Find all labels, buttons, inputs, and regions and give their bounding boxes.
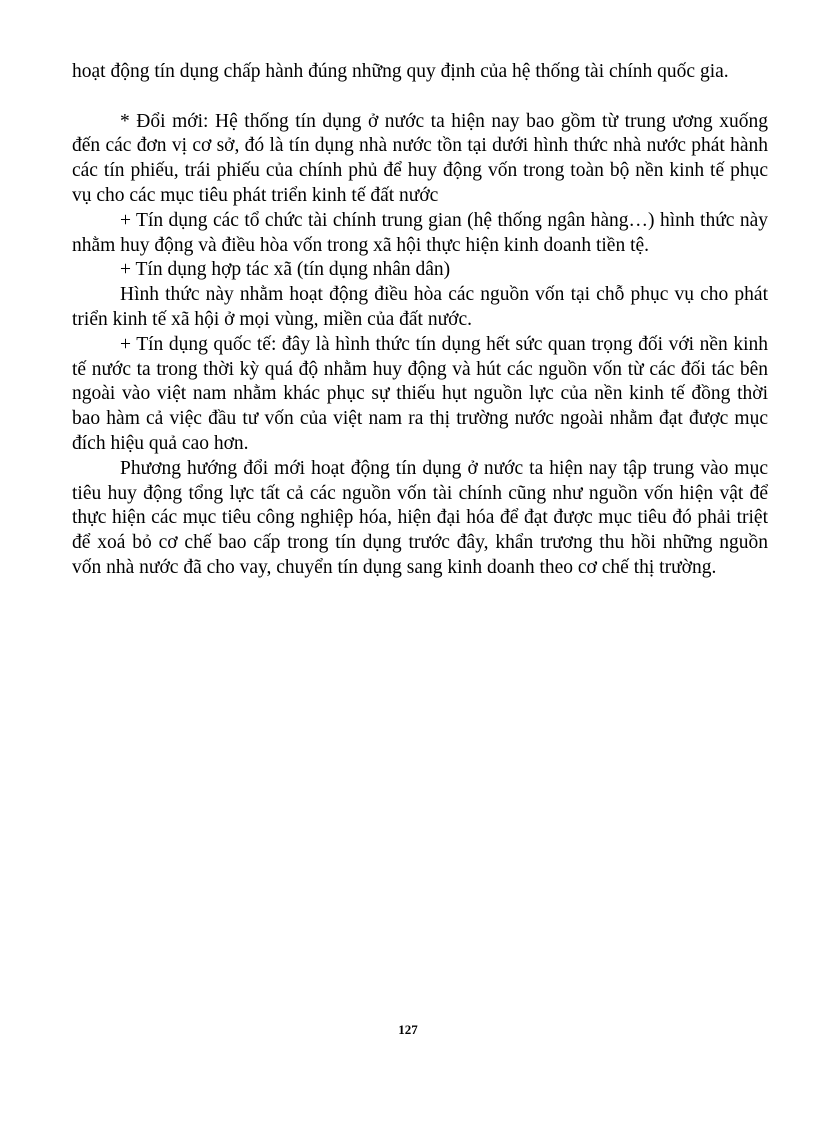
paragraph-phuong-huong: Phương hướng đổi mới hoạt động tín dụng ở nước ta hiện nay tập trung vào mục tiêu huy động tổng lực tất cả các nguồn vốn tài chính cũng như nguồn vốn hiện vật để thực hiện các mục tiêu công nghiệp hóa, hiện đại hóa để đạt được mục tiêu đó phải triệt để xoá bỏ cơ chế bao cấp trong tín dụng trước đây, khẩn trương thu hồi những nguồn vốn nhà nước đã cho vay, chuyển tín dụng sang kinh doanh theo cơ chế thị trường.	[72, 457, 768, 578]
paragraph-tin-dung-quoc-te: + Tín dụng quốc tế: đây là hình thức tín dụng hết sức quan trọng đối với nền kinh tế nước ta trong thời kỳ quá độ nhằm huy động và hút các nguồn vốn từ các đối tác bên ngoài vào việt nam nhằm khác phục sự thiếu hụt nguồn lực của nền kinh tế đồng thời bao hàm cả việc đầu tư vốn của việt nam ra thị trường nước ngoài nhằm đạt được mục đích hiệu quả cao hơn.	[72, 333, 768, 454]
paragraph-doi-moi: * Đổi mới: Hệ thống tín dụng ở nước ta hiện nay bao gồm từ trung ương xuống đến các đơn vị cơ sở, đó là tín dụng nhà nước tồn tại dưới hình thức nhà nước phát hành các tín phiếu, trái phiếu của chính phủ để huy động vốn trong toàn bộ nền kinh tế phục vụ cho các mục tiêu phát triển kinh tế đất nước	[72, 110, 768, 206]
paragraph-hinh-thuc: Hình thức này nhằm hoạt động điều hòa các nguồn vốn tại chỗ phục vụ cho phát triển kinh tế xã hội ở mọi vùng, miền của đất nước.	[72, 284, 768, 330]
paragraph-continuation: hoạt động tín dụng chấp hành đúng những quy định của hệ thống tài chính quốc gia.	[72, 61, 729, 82]
document-body	[72, 60, 768, 581]
paragraph-tin-dung-hop-tac-xa: + Tín dụng hợp tác xã (tín dụng nhân dân)	[120, 259, 451, 281]
page-number: 127	[398, 1022, 418, 1037]
paragraph-tin-dung-trung-gian: + Tín dụng các tổ chức tài chính trung gian (hệ thống ngân hàng…) hình thức này nhằm huy động và điều hòa vốn trong xã hội thực hiện kinh doanh tiền tệ.	[72, 209, 768, 256]
